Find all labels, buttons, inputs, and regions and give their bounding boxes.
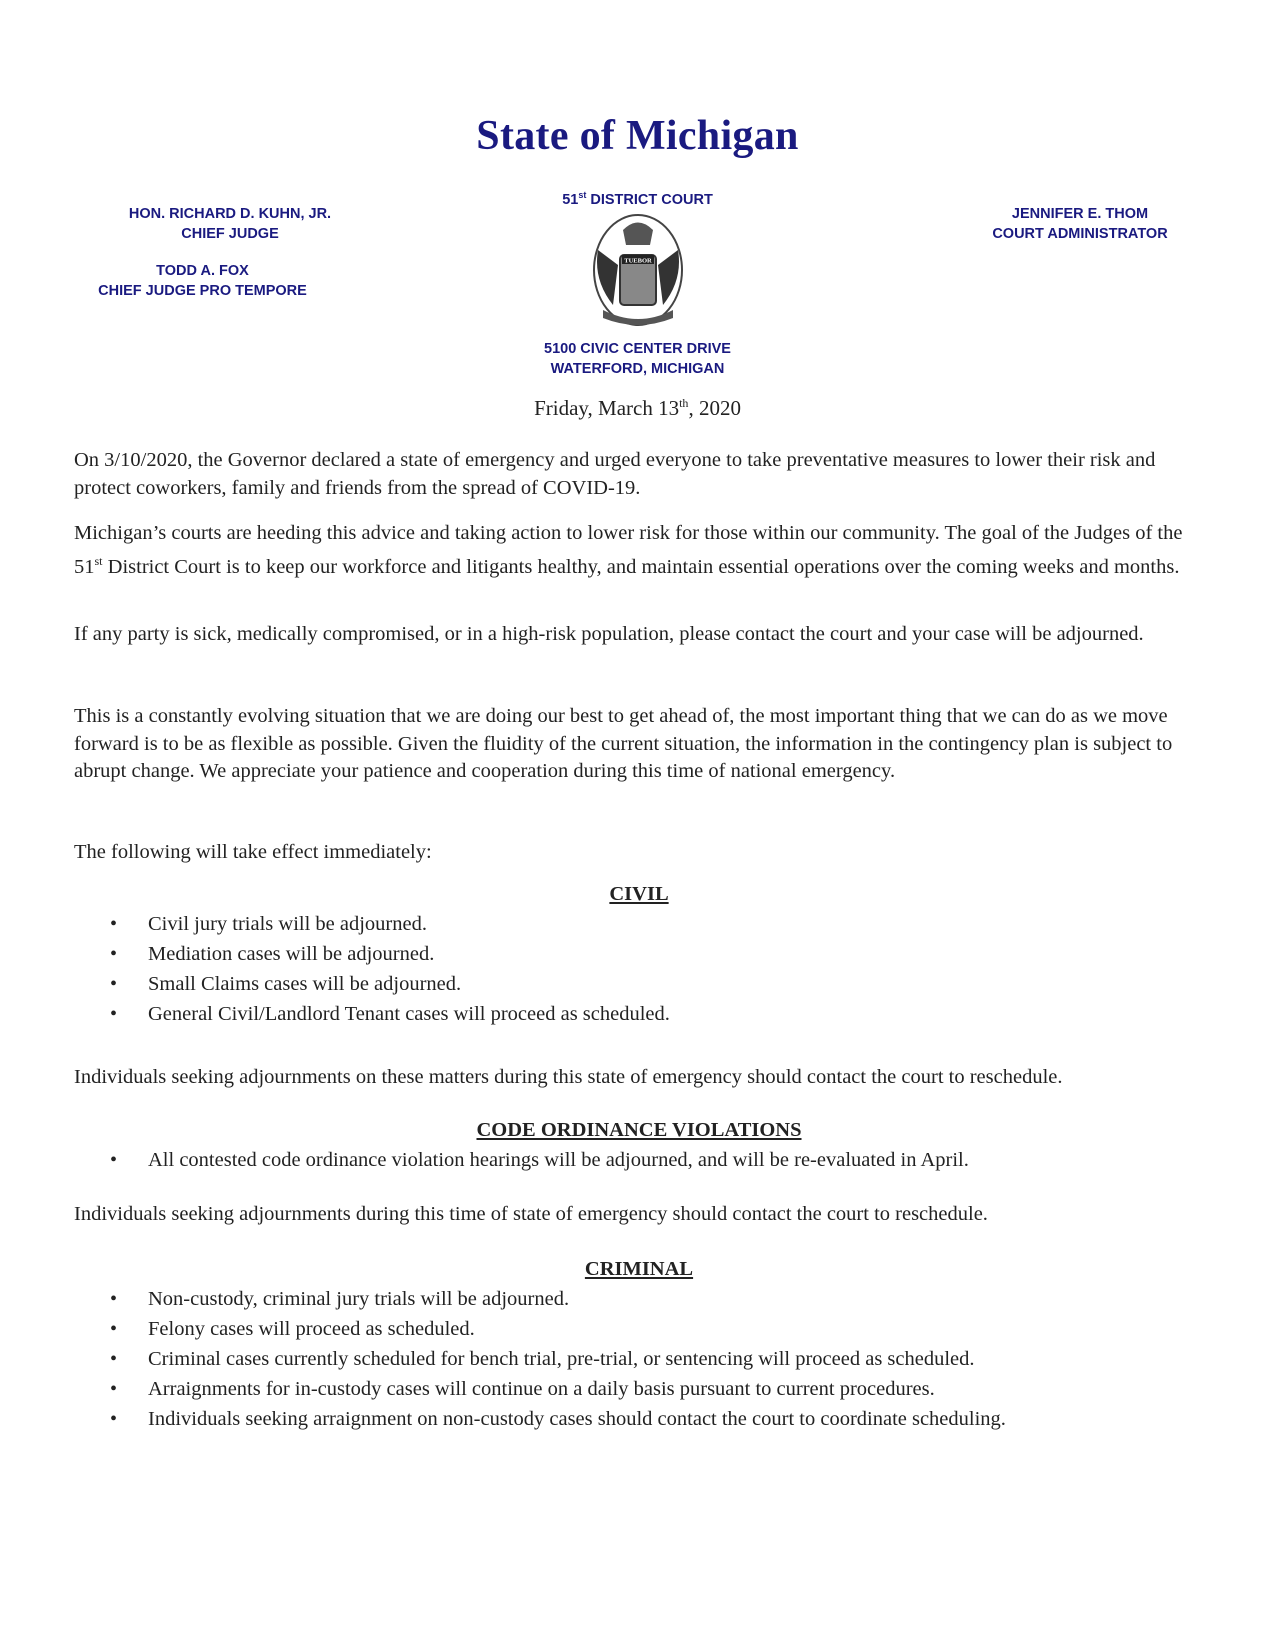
criminal-heading: CRIMINAL (584, 1258, 694, 1280)
code-section (74, 1117, 1204, 1175)
administrator-title: COURT ADMINISTRATOR (992, 226, 1168, 242)
list-item: • Mediation cases will be adjourned. (74, 939, 1204, 969)
pro-tem-block (80, 261, 325, 301)
date-ordinal: th (679, 396, 689, 410)
court-name-text: DISTRICT COURT (590, 191, 713, 208)
paragraph-text: Individuals seeking adjournments on these matters during this state of emergency should contact the court to reschedule. (74, 1066, 1063, 1088)
page-title: State of Michigan (476, 113, 799, 159)
paragraph-text: On 3/10/2020, the Governor declared a state of emergency and urged everyone to take preventative measures to lower their risk and protect coworkers, family and friends from the spread of COVID-19. (74, 449, 1156, 499)
letter-date (0, 396, 1275, 421)
paragraph-text (74, 520, 1204, 581)
court-ordinal: st (578, 190, 587, 200)
address-line-2: WATERFORD, MICHIGAN (550, 361, 725, 377)
paragraph-text: Individuals seeking adjournments during this time of state of emergency should contact the court to reschedule. (74, 1203, 988, 1225)
list-item: • Arraignments for in-custody cases will continue on a daily basis pursuant to current procedures. (74, 1374, 1204, 1404)
chief-judge-title: CHIEF JUDGE (181, 226, 279, 242)
pro-tem-name: TODD A. FOX (156, 263, 249, 279)
civil-note (74, 1064, 1204, 1092)
paragraph-5 (74, 839, 1204, 867)
court-number: 51 (562, 191, 579, 208)
list-item: • Non-custody, criminal jury trials will be adjourned. (74, 1284, 1204, 1314)
list-item: • Individuals seeking arraignment on non-custody cases should contact the court to coordinate scheduling. (74, 1404, 1204, 1434)
code-heading: CODE ORDINANCE VIOLATIONS (476, 1119, 802, 1141)
list-item: • All contested code ordinance violation hearings will be adjourned, and will be re-evaluated in April. (74, 1145, 1204, 1175)
code-list (74, 1145, 1204, 1175)
paragraph-1 (74, 447, 1204, 502)
administrator-block (955, 204, 1205, 244)
court-address (500, 339, 775, 379)
ordinal: st (94, 553, 103, 568)
administrator-name: JENNIFER E. THOM (1011, 206, 1149, 222)
date-text: Friday, March 13 (534, 396, 680, 420)
paragraph-text: The following will take effect immediately: (74, 841, 432, 863)
paragraph-text: This is a constantly evolving situation that we are doing our best to get ahead of, the most important thing that we can do as we move forward is to be as flexible as possible. Given the fluidity of the current situation, the information in the contingency plan is subject to abrupt change. We appreciate your patience and cooperation during this time of national emergency. (74, 705, 1173, 782)
list-item: • General Civil/Landlord Tenant cases will proceed as scheduled. (74, 999, 1204, 1029)
civil-heading: CIVIL (609, 883, 669, 905)
chief-judge-block (80, 204, 380, 244)
civil-section (74, 881, 1204, 1029)
paragraph-3 (74, 621, 1204, 649)
list-item: • Criminal cases currently scheduled for bench trial, pre-trial, or sentencing will proceed as scheduled. (74, 1344, 1204, 1374)
pro-tem-title: CHIEF JUDGE PRO TEMPORE (98, 283, 307, 299)
list-item: • Civil jury trials will be adjourned. (74, 909, 1204, 939)
list-item: • Small Claims cases will be adjourned. (74, 969, 1204, 999)
date-year: , 2020 (688, 396, 741, 420)
criminal-list (74, 1284, 1204, 1434)
code-note (74, 1201, 1204, 1229)
chief-judge-name: HON. RICHARD D. KUHN, JR. (128, 206, 332, 222)
list-item: • Felony cases will proceed as scheduled. (74, 1314, 1204, 1344)
address-line-1: 5100 CIVIC CENTER DRIVE (544, 341, 731, 357)
paragraph-2 (74, 520, 1204, 581)
court-name (520, 185, 755, 210)
criminal-section (74, 1256, 1204, 1434)
civil-list (74, 909, 1204, 1029)
michigan-seal-icon (578, 210, 698, 330)
paragraph-text: If any party is sick, medically compromised, or in a high-risk population, please contact the court and your case will be adjourned. (74, 623, 1144, 645)
paragraph-4 (74, 703, 1204, 786)
paragraph-segment: District Court is to keep our workforce and litigants healthy, and maintain essential operations over the coming weeks and months. (102, 555, 1180, 578)
paragraph-segment: Michigan’s courts are heeding this advice and taking action to lower risk for those within our community. The goal of the Judges of the 51 (74, 522, 1183, 578)
seal-motto: TUEBOR (624, 257, 652, 265)
